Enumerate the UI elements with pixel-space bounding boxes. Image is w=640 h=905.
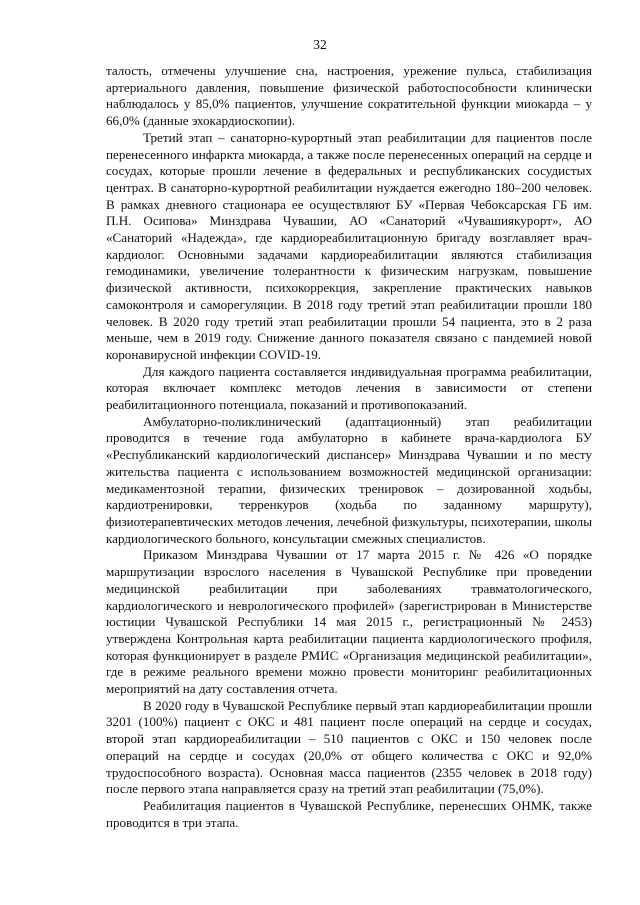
paragraph-onmk-rehabilitation: Реабилитация пациентов в Чувашской Республике, перенесших ОНМК, также проводится в три этапа. bbox=[106, 797, 592, 830]
paragraph-continued: талость, отмечены улучшение сна, настроения, урежение пульса, стабилизация артериального давления, повышение физической работоспособности клинически наблюдалось у 85,0% пациентов, улучшение сократительной функции миокарда – у 66,0% (данные эхокардиоскопии). bbox=[106, 63, 592, 129]
paragraph-order: Приказом Минздрава Чувашии от 17 марта 2015 г. № 426 «О порядке маршрутизации взрослого населения в Чувашской Республике при проведении медицинской реабилитации при заболеваниях травматологического, кардиологического и неврологического профилей» (зарегистрирован в Министерстве юстиции Чувашской Республики 14 мая 2015 г., регистрационный № 2453) утверждена Контрольная карта реабилитации пациента кардиологического профиля, которая функционирует в разделе РМИС «Организация медицинской реабилитации», где в режиме реального времени можно провести мониторинг реабилитационных мероприятий на дату составления отчета. bbox=[106, 547, 592, 697]
paragraph-individual-program: Для каждого пациента составляется индивидуальная программа реабилитации, которая включает комплекс методов лечения в зависимости от степени реабилитационного потенциала, показаний и противопоказаний. bbox=[106, 363, 592, 413]
document-body bbox=[106, 63, 592, 831]
paragraph-outpatient-stage: Амбулаторно-поликлинический (адаптационный) этап реабилитации проводится в течение года амбулаторно в кабинете врача-кардиолога БУ «Республиканский кардиологический диспансер» Минздрава Чувашии и по месту жительства пациента с использованием возможностей медицинской организации: медикаментозной терапии, физических тренировок – дозированной ходьбы, кардиотренировки, терренкуров (ходьба по заданному маршруту), физиотерапевтических методов лечения, лечебной физкультуры, психотерапии, школы кардиологического больного, консультации смежных специалистов. bbox=[106, 413, 592, 546]
paragraph-third-stage: Третий этап – санаторно-курортный этап реабилитации для пациентов после перенесенного инфаркта миокарда, а также после перенесенных операций на сердце и сосудах, которые прошли лечение в федеральных и республиканских сосудистых центрах. В санаторно-курортной реабилитации нуждается ежегодно 180–200 человек. В рамках дневного стационара ее осуществляют БУ «Первая Чебоксарская ГБ им. П.Н. Осипова» Минздрава Чувашии, АО «Санаторий «Чувашиякурорт», АО «Санаторий «Надежда», где кардиореабилитационную бригаду возглавляет врач-кардиолог. Основными задачами кардиореабилитации являются стабилизация гемодинамики, увеличение толерантности к физическим нагрузкам, повышение физической активности, психокоррекция, закрепление практических навыков самоконтроля и саморегуляции. В 2018 году третий этап реабилитации прошли 180 человек. В 2020 году третий этап реабилитации прошли 54 пациента, это в 2 раза меньше, чем в 2019 году. Снижение данного показателя связано с пандемией новой коронавирусной инфекции COVID-19. bbox=[106, 129, 592, 362]
paragraph-2020-statistics: В 2020 году в Чувашской Республике первый этап кардиореабилитации прошли 3201 (100%) пациент с ОКС и 481 пациент после операций на сердце и сосудах, второй этап кардиореабилитации – 510 пациентов с ОКС и 150 человек после операций на сердце и сосудах (20,0% от общего количества с ОКС и 92,0% трудоспособного возраста). Основная масса пациентов (2355 человек в 2018 году) после первого этапа направляется сразу на третий этап реабилитации (75,0%). bbox=[106, 697, 592, 797]
page-number: 32 bbox=[313, 37, 327, 52]
